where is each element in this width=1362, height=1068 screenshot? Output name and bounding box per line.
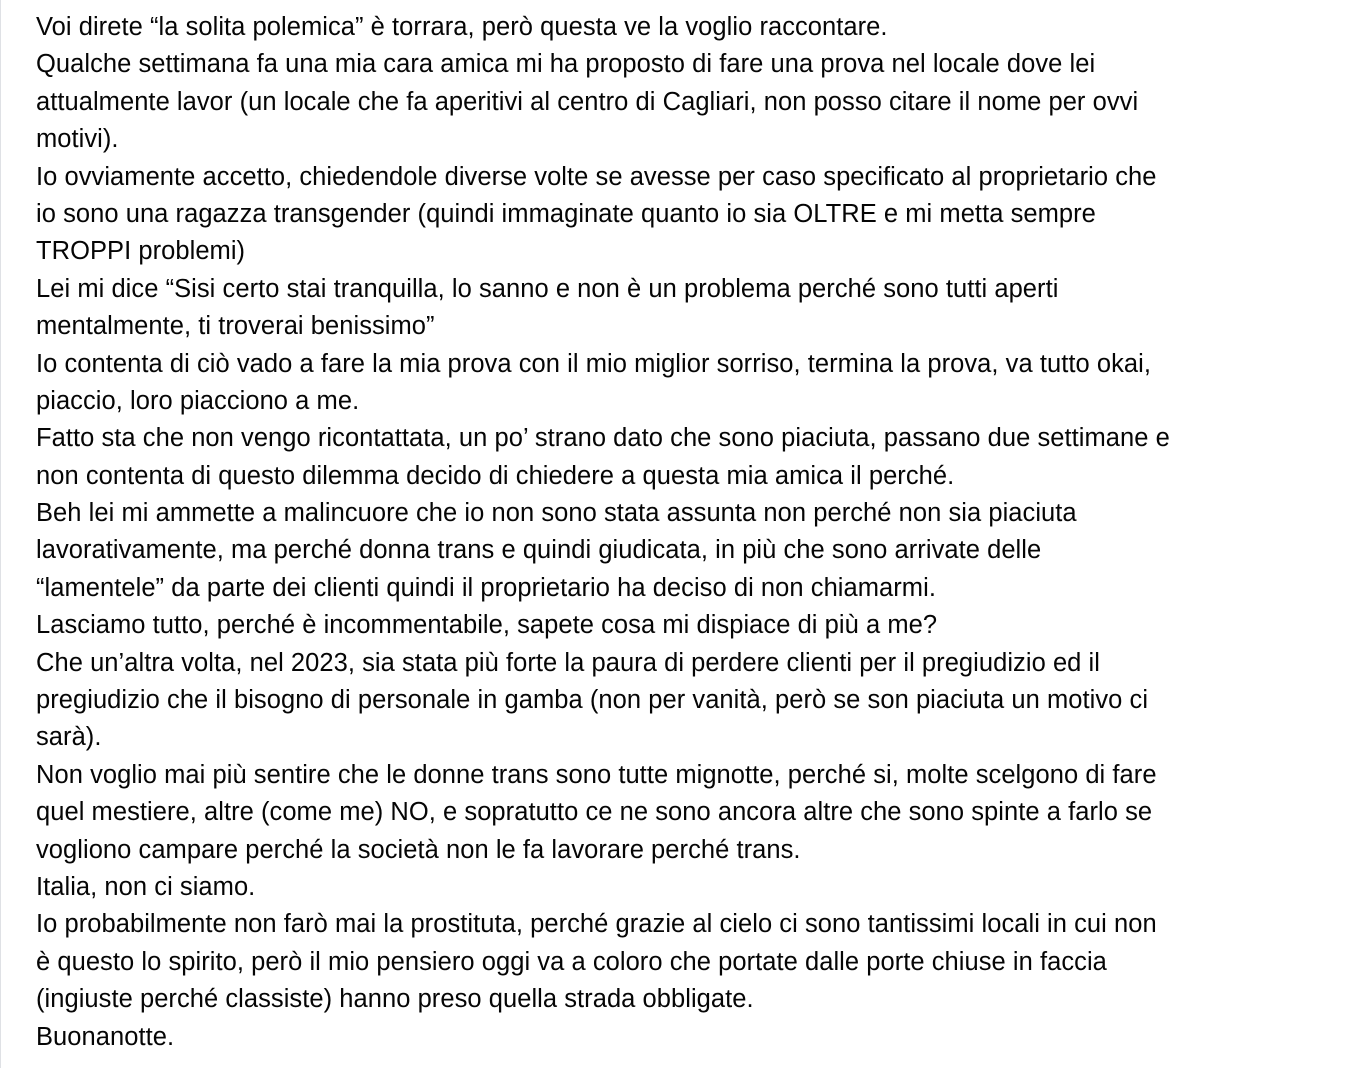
post-text (36, 9, 1346, 1056)
post-text-line: Buonanotte. (36, 1022, 175, 1051)
post-text-line: attualmente lavor (un locale che fa aperitivi al centro di Cagliari, non posso citare il nome per ovvi (36, 87, 1139, 116)
post-text-line: non contenta di questo dilemma decido di chiedere a questa mia amica il perché. (36, 461, 955, 490)
post-text-line: Lei mi dice “Sisi certo stai tranquilla, lo sanno e non è un problema perché sono tutti aperti (36, 274, 1059, 303)
post-text-line: Voi direte “la solita polemica” è torrara, però questa ve la voglio raccontare. (36, 13, 888, 41)
post-text-line: quel mestiere, altre (come me) NO, e sopratutto ce ne sono ancora altre che sono spinte a farlo se (36, 798, 1153, 827)
post-text-line: Che un’altra volta, nel 2023, sia stata più forte la paura di perdere clienti per il pregiudizio ed il (36, 648, 1100, 677)
post-text-line: vogliono campare perché la società non le fa lavorare perché trans. (36, 835, 801, 864)
post-text-line: “lamentele” da parte dei clienti quindi il proprietario ha deciso di non chiamarmi. (36, 573, 936, 602)
post-text-line: Lasciamo tutto, perché è incommentabile, sapete cosa mi dispiace di più a me? (36, 611, 938, 640)
post-text-line: Io ovviamente accetto, chiedendole diverse volte se avesse per caso specificato al proprietario che (36, 162, 1157, 191)
post-text-line: Io contenta di ciò vado a fare la mia prova con il mio miglior sorriso, termina la prova, va tutto okai, (36, 349, 1151, 378)
post-text-line: è questo lo spirito, però il mio pensiero oggi va a coloro che portate dalle porte chiuse in faccia (36, 947, 1107, 976)
post-text-line: motivi). (36, 125, 119, 154)
post-text-line: (ingiuste perché classiste) hanno preso quella strada obbligate. (36, 985, 754, 1014)
post-text-line: pregiudizio che il bisogno di personale in gamba (non per vanità, però se son piaciuta un motivo ci (36, 686, 1149, 715)
post-text-line: Io probabilmente non farò mai la prostituta, perché grazie al cielo ci sono tantissimi locali in cui non (36, 910, 1157, 939)
post-text-line: Italia, non ci siamo. (36, 872, 256, 901)
post-text-line: Fatto sta che non vengo ricontattata, un po’ strano dato che sono piaciuta, passano due settimane e (36, 424, 1170, 453)
post-text-line: Non voglio mai più sentire che le donne trans sono tutte mignotte, perché si, molte scelgono di fare (36, 760, 1157, 789)
post-text-line: Qualche settimana fa una mia cara amica mi ha proposto di fare una prova nel locale dove lei (36, 50, 1096, 79)
post-text-line: piaccio, loro piacciono a me. (36, 386, 360, 415)
post-text-line: lavorativamente, ma perché donna trans e quindi giudicata, in più che sono arrivate delle (36, 536, 1042, 565)
post-text-line: TROPPI problemi) (36, 237, 246, 266)
post-text-line: Beh lei mi ammette a malincuore che io non sono stata assunta non perché non sia piaciuta (36, 499, 1077, 528)
post-text-line: sarà). (36, 723, 102, 752)
post-text-line: mentalmente, ti troverai benissimo” (36, 312, 435, 341)
post-text-line: io sono una ragazza transgender (quindi immaginate quanto io sia OLTRE e mi metta sempre (36, 199, 1096, 228)
